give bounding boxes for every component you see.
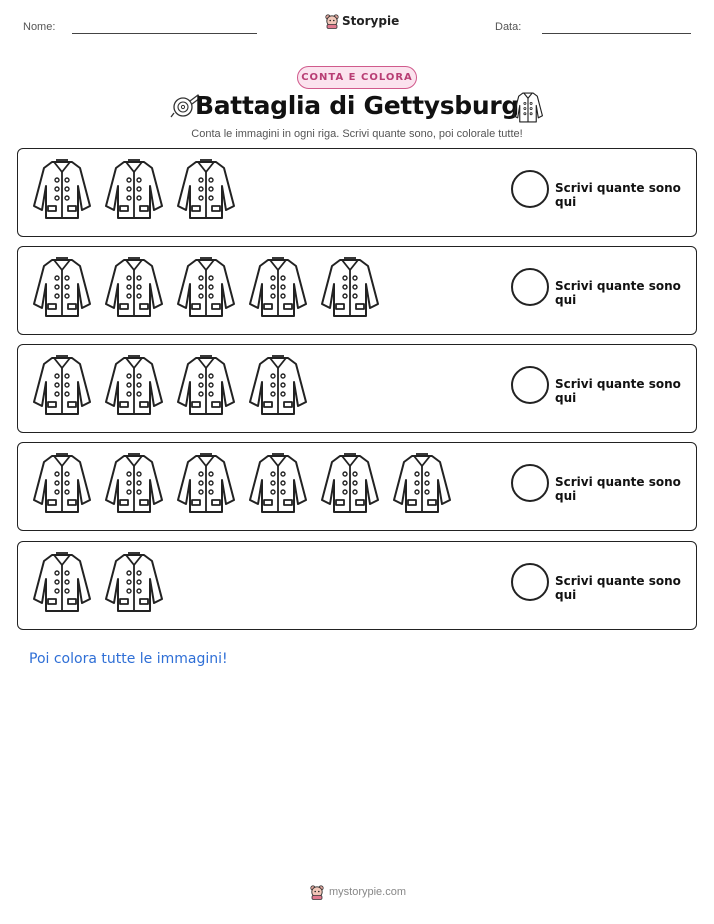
- answer-label: Scrivi quante sono qui: [555, 181, 681, 209]
- coat-group: [30, 549, 166, 615]
- coat-icon: [174, 352, 238, 418]
- answer-label: Scrivi quante sono qui: [555, 475, 681, 503]
- coat-icon: [30, 352, 94, 418]
- bear-logo-icon: [325, 13, 339, 29]
- count-row: [17, 246, 697, 335]
- coat-icon: [174, 254, 238, 320]
- answer-label: Scrivi quante sono qui: [555, 574, 681, 602]
- date-label: Data:: [495, 21, 522, 33]
- coat-icon: [102, 156, 166, 222]
- coat-icon: [30, 549, 94, 615]
- footer-url: mystorypie.com: [329, 886, 407, 898]
- coat-icon: [390, 450, 454, 516]
- coat-icon: [246, 254, 310, 320]
- answer-label: Scrivi quante sono qui: [555, 279, 681, 307]
- coat-icon: [174, 450, 238, 516]
- coat-icon: [511, 90, 545, 124]
- coat-icon: [246, 450, 310, 516]
- count-row: [17, 344, 697, 433]
- coat-group: [30, 156, 238, 222]
- page-title: Battaglia di Gettysburg: [194, 91, 520, 120]
- answer-circle[interactable]: [511, 366, 549, 404]
- answer-label: Scrivi quante sono qui: [555, 377, 681, 405]
- coat-icon: [30, 450, 94, 516]
- footer-logo: [310, 884, 406, 900]
- activity-badge: CONTA E COLORA: [297, 66, 417, 89]
- coat-icon: [174, 156, 238, 222]
- coat-group: [30, 352, 310, 418]
- answer-circle[interactable]: [511, 268, 549, 306]
- coat-icon: [318, 254, 382, 320]
- coat-group: [30, 450, 454, 516]
- brand-name: Storypie: [342, 14, 400, 28]
- answer-circle[interactable]: [511, 563, 549, 601]
- answer-circle[interactable]: [511, 464, 549, 502]
- instructions: Conta le immagini in ogni riga. Scrivi quante sono, poi colorale tutte!: [191, 128, 523, 140]
- coat-icon: [102, 450, 166, 516]
- count-row: [17, 442, 697, 531]
- count-row: [17, 541, 697, 630]
- coat-group: [30, 254, 382, 320]
- name-label: Nome:: [23, 21, 56, 33]
- coat-icon: [246, 352, 310, 418]
- answer-circle[interactable]: [511, 170, 549, 208]
- coat-icon: [30, 156, 94, 222]
- coat-icon: [102, 549, 166, 615]
- count-row: [17, 148, 697, 237]
- coat-icon: [30, 254, 94, 320]
- name-write-line[interactable]: [72, 33, 257, 34]
- coat-icon: [102, 254, 166, 320]
- storypie-logo: [325, 13, 399, 29]
- bear-logo-icon: [310, 884, 324, 900]
- date-write-line[interactable]: [542, 33, 691, 34]
- coat-icon: [318, 450, 382, 516]
- coat-icon: [102, 352, 166, 418]
- coloring-instruction: Poi colora tutte le immagini!: [29, 651, 228, 667]
